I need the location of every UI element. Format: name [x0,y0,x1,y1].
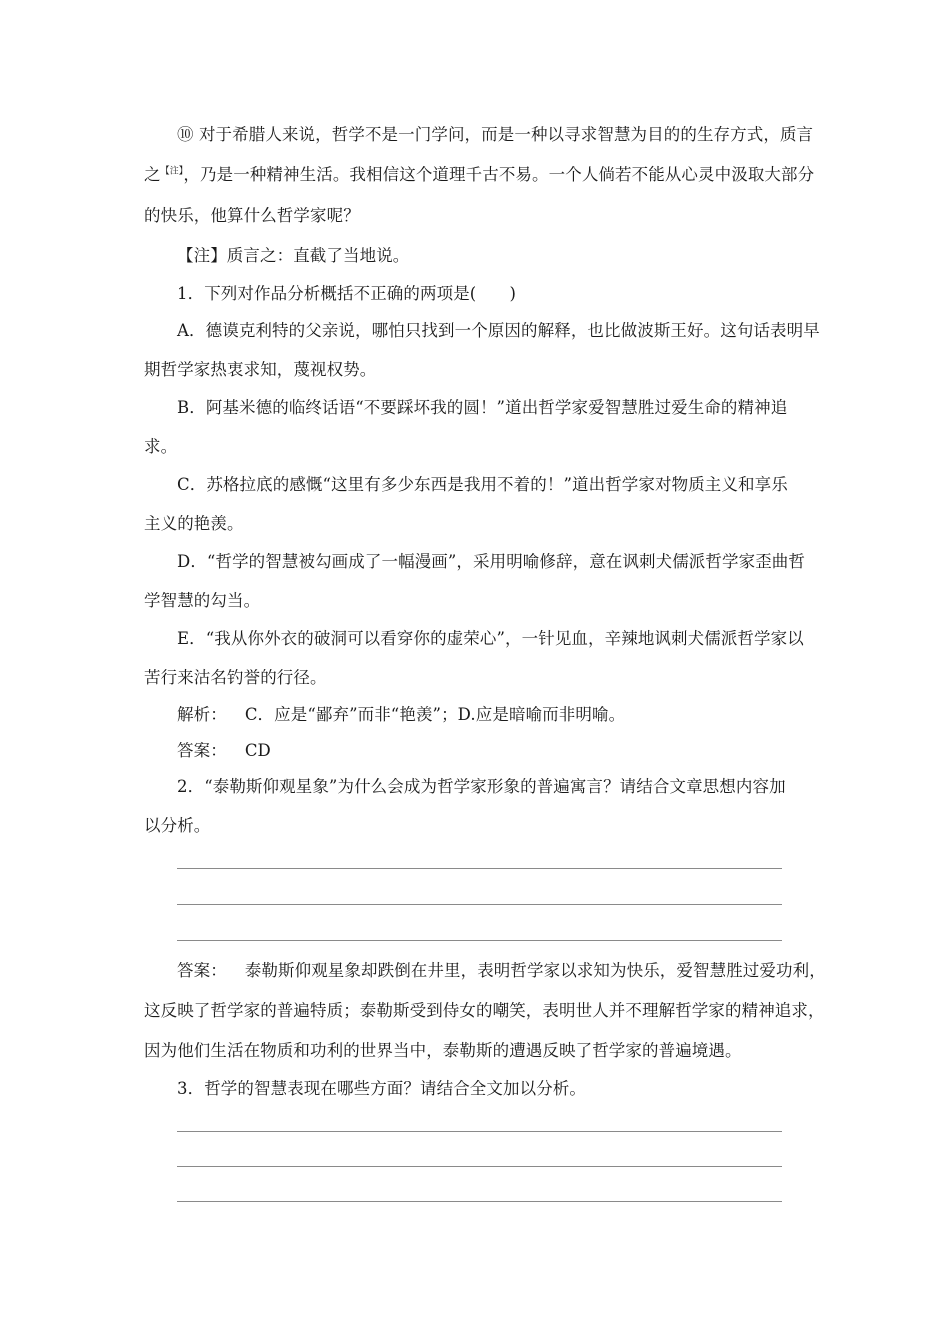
answer-line [177,1166,782,1167]
answer-line [177,904,782,905]
question-2-answer-line-1 [177,960,826,982]
answer-text: CD [244,741,271,760]
answer-label: 答案： [177,961,227,980]
answer-line [177,868,782,869]
footnote-marker: 【注】 [160,166,184,177]
question-2-answer-line-3: 因为他们生活在物质和功利的世界当中，泰勒斯的遭遇反映了哲学家的普遍境遇。 [144,1041,742,1060]
analysis-label: 解析： [177,705,227,724]
answer-label: 答案： [177,741,227,760]
paragraph-10-line-1: ⑩ 对于希腊人来说，哲学不是一门学问，而是一种以寻求智慧为目的的生存方式，质言 [177,125,814,144]
option-c-line-2: 主义的艳羡。 [144,514,244,533]
question-1-answer [177,740,271,762]
answer-line [177,940,782,941]
paragraph-10-line-2-rest: ，乃是一种精神生活。我相信这个道理千古不易。一个人倘若不能从心灵中汲取大部分 [183,165,815,184]
answer-line [177,1131,782,1132]
option-d-line-1: D．“哲学的智慧被勾画成了一幅漫画”，采用明喻修辞，意在讽刺犬儒派哲学家歪曲哲 [177,552,805,571]
footnote: 【注】质言之：直截了当地说。 [177,246,410,265]
option-b-line-2: 求。 [144,437,178,456]
option-a-line-1: A．德谟克利特的父亲说，哪怕只找到一个原因的解释，也比做波斯王好。这句话表明早 [177,321,820,340]
question-1-analysis [177,704,625,726]
question-1-stem: 1．下列对作品分析概括不正确的两项是( ) [177,284,517,303]
paragraph-10-line-2-start: 之 [144,165,161,184]
question-2-stem-line-2: 以分析。 [144,816,211,835]
option-e-line-2: 苦行来沽名钓誉的行径。 [144,668,327,687]
option-a-line-2: 期哲学家热衷求知，蔑视权势。 [144,360,377,379]
question-2-answer-line-2: 这反映了哲学家的普遍特质；泰勒斯受到侍女的嘲笑，表明世人并不理解哲学家的精神追求， [144,1001,825,1020]
option-c-line-1: C．苏格拉底的感慨“这里有多少东西是我用不着的！”道出哲学家对物质主义和享乐 [177,475,788,494]
answer-text: 泰勒斯仰观星象却跌倒在井里，表明哲学家以求知为快乐，爱智慧胜过爱功利， [244,961,826,980]
option-b-line-1: B．阿基米德的临终话语“不要踩坏我的圆！”道出哲学家爱智慧胜过爱生命的精神追 [177,398,788,417]
question-2-stem-line-1: 2．“泰勒斯仰观星象”为什么会成为哲学家形象的普遍寓言？请结合文章思想内容加 [177,777,786,796]
answer-line [177,1201,782,1202]
option-d-line-2: 学智慧的勾当。 [144,591,261,610]
question-3-stem: 3．哲学的智慧表现在哪些方面？请结合全文加以分析。 [177,1079,586,1098]
option-e-line-1: E．“我从你外衣的破洞可以看穿你的虚荣心”，一针见血，辛辣地讽刺犬儒派哲学家以 [177,629,804,648]
paragraph-10-line-2 [144,164,814,186]
analysis-text: C．应是“鄙弃”而非“艳羡”；D.应是暗喻而非明喻。 [244,705,626,724]
paragraph-10-line-3: 的快乐，他算什么哲学家呢？ [144,206,360,225]
